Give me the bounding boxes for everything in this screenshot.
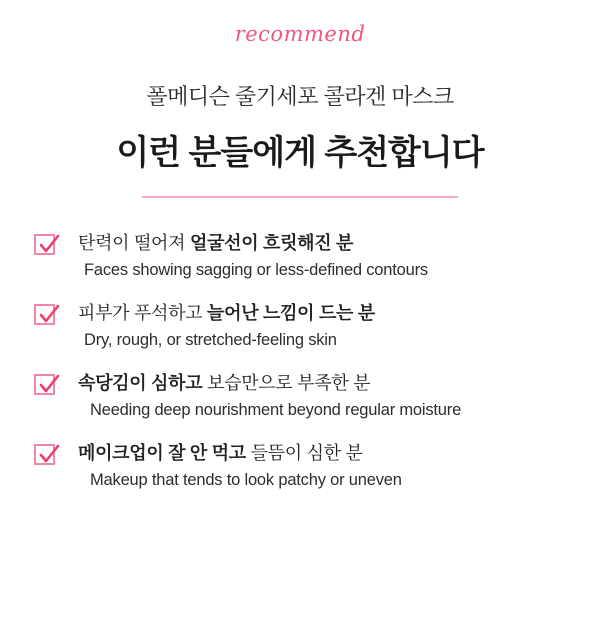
checkbox-icon bbox=[34, 304, 55, 325]
list-item bbox=[78, 372, 600, 420]
divider bbox=[142, 196, 458, 198]
list-item-korean bbox=[78, 232, 600, 255]
checkbox-icon bbox=[34, 444, 55, 465]
checkbox-icon bbox=[34, 374, 55, 395]
list-item bbox=[78, 232, 600, 280]
list-item-korean-plain: 탄력이 떨어져 bbox=[78, 233, 190, 253]
list-item-english: Needing deep nourishment beyond regular moisture bbox=[90, 400, 462, 419]
list-item-korean-bold: 얼굴선이 흐릿해진 분 bbox=[189, 233, 354, 253]
list-item-korean-plain: 보습만으로 부족한 분 bbox=[207, 373, 371, 394]
page-title: 이런 분들에게 추천합니다 bbox=[116, 134, 484, 172]
list-item-korean-plain: 피부가 푸석하고 bbox=[78, 303, 208, 324]
list-item-korean-bold: 속당김이 심하고 bbox=[78, 373, 208, 394]
list-item-korean-plain: 들뜸이 심한 분 bbox=[250, 443, 363, 464]
list-item-korean-bold: 메이크업이 잘 안 먹고 bbox=[78, 443, 251, 464]
list-item-english: Dry, rough, or stretched-feeling skin bbox=[84, 330, 337, 349]
kicker-text: recommend bbox=[234, 22, 366, 46]
list-item-korean bbox=[78, 442, 600, 465]
recommend-page bbox=[0, 22, 600, 622]
list-item-korean bbox=[78, 372, 600, 395]
list-item bbox=[78, 442, 600, 490]
recommend-list bbox=[0, 232, 600, 491]
list-item-korean-bold: 늘어난 느낌이 드는 분 bbox=[207, 303, 375, 324]
list-item-korean bbox=[78, 302, 600, 325]
list-item bbox=[78, 302, 600, 350]
checkbox-icon bbox=[34, 234, 55, 255]
list-item-english: Faces showing sagging or less-defined contours bbox=[84, 260, 428, 279]
list-item-english: Makeup that tends to look patchy or uneven bbox=[90, 470, 402, 489]
product-name: 폴메디슨 줄기세포 콜라겐 마스크 bbox=[146, 84, 454, 109]
